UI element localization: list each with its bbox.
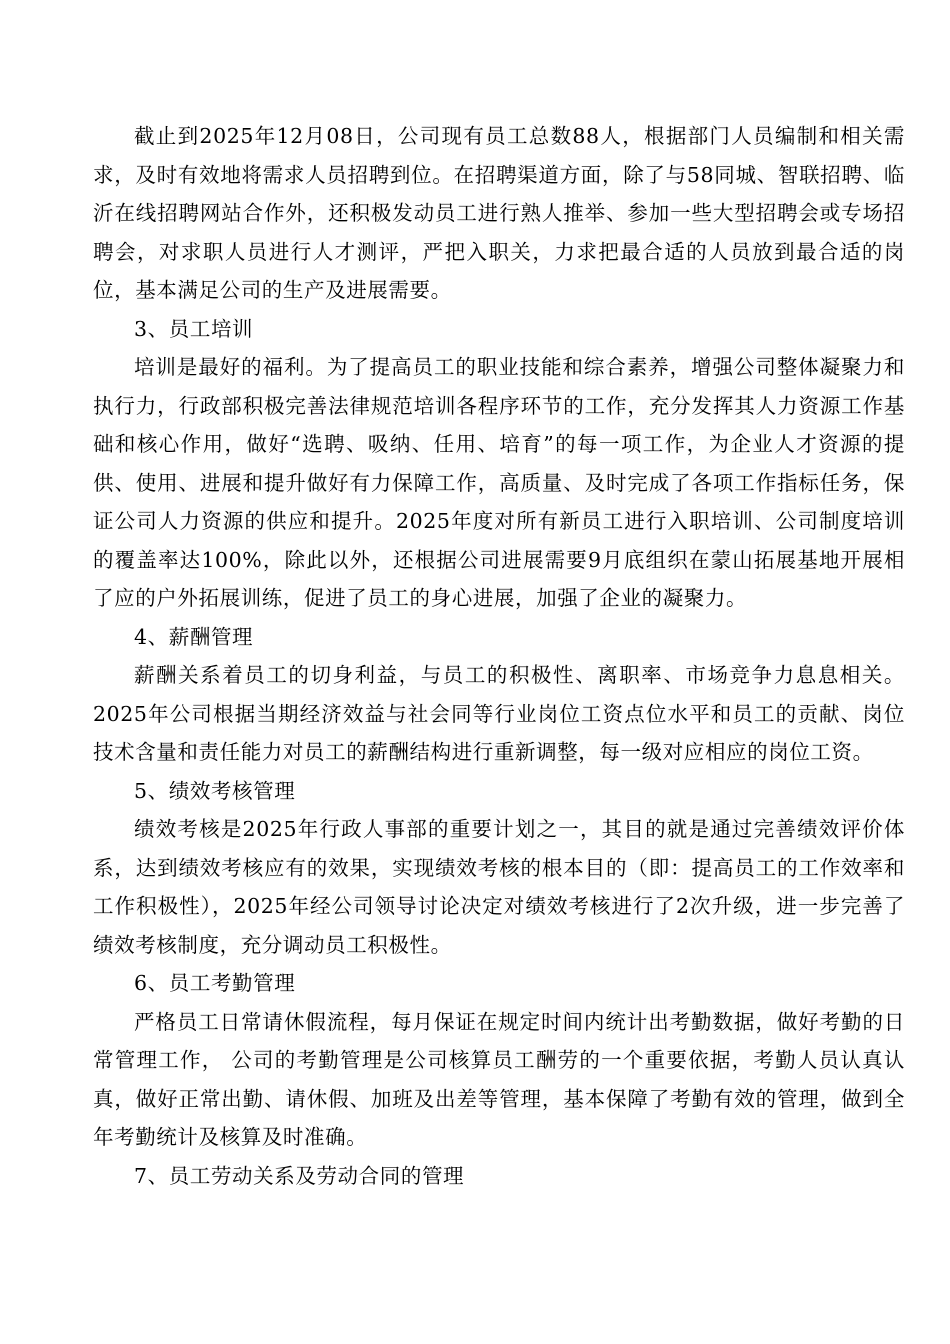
training-heading: 3、员工培训 (134, 316, 254, 341)
performance-paragraph: 绩效考核是2025年行政人事部的重要计划之一，其目的就是通过完善绩效评价体系，达到绩效考核应有的效果，实现绩效考核的根本目的（即：提高员工的工作效率和工作积极性），2025年经公司领导讨论决定对绩效考核进行了2次升级，进一步完善了绩效考核制度，充分调动员工积极性。 (93, 817, 905, 957)
performance-heading: 5、绩效考核管理 (134, 778, 296, 803)
recruitment-paragraph: 截止到2025年12月08日，公司现有员工总数88人，根据部门人员编制和相关需求，及时有效地将需求人员招聘到位。在招聘渠道方面，除了与58同城、智联招聘、临沂在线招聘网站合作外，还积极发动员工进行熟人推举、参加一些大型招聘会或专场招聘会，对求职人员进行人才测评，严把入职关，力求把最合适的人员放到最合适的岗位，基本满足公司的生产及进展需要。 (93, 124, 905, 302)
attendance-paragraph: 严格员工日常请休假流程，每月保证在规定时间内统计出考勤数据，做好考勤的日常管理工作， 公司的考勤管理是公司核算员工酬劳的一个重要依据，考勤人员认真认真，做好正常出勤、请休假、加班及出差等管理，基本保障了考勤有效的管理，做到全年考勤统计及核算及时准确。 (93, 1009, 905, 1149)
attendance-heading: 6、员工考勤管理 (134, 971, 296, 995)
document-page (93, 117, 905, 1195)
labor-contract-heading: 7、员工劳动关系及劳动合同的管理 (134, 1163, 465, 1188)
salary-paragraph: 薪酬关系着员工的切身利益，与员工的积极性、离职率、市场竞争力息息相关。2025年公司根据当期经济效益与社会同等行业岗位工资点位水平和员工的贡献、岗位技术含量和责任能力对员工的薪酬结构进行重新调整，每一级对应相应的岗位工资。 (93, 663, 905, 764)
salary-heading: 4、薪酬管理 (134, 624, 254, 649)
training-paragraph: 培训是最好的福利。为了提高员工的职业技能和综合素养，增强公司整体凝聚力和执行力，行政部积极完善法律规范培训各程序环节的工作，充分发挥其人力资源工作基础和核心作用，做好“选聘、吸纳、任用、培育”的每一项工作，为企业人才资源的提供、使用、进展和提升做好有力保障工作，高质量、及时完成了各项工作指标任务，保证公司人力资源的供应和提升。2025年度对所有新员工进行入职培训、公司制度培训的覆盖率达100%，除此以外，还根据公司进展需要9月底组织在蒙山拓展基地开展相了应的户外拓展训练，促进了员工的身心进展，加强了企业的凝聚力。 (93, 355, 905, 610)
